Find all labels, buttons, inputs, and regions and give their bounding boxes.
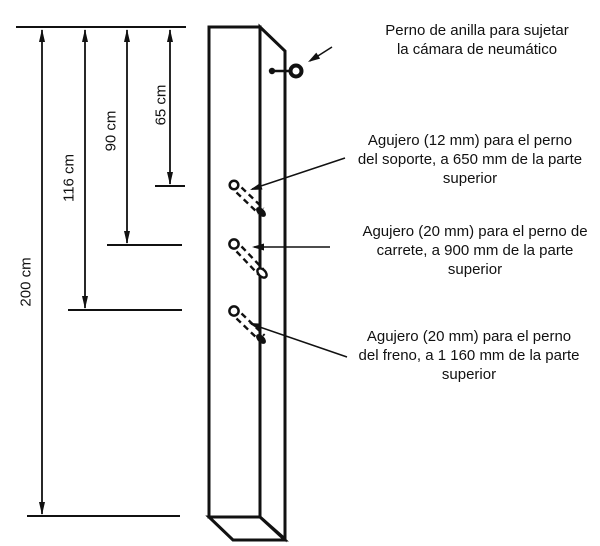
- hole-1-circle: [230, 181, 239, 190]
- annotation-line: superior: [447, 261, 503, 278]
- leader-arrow-eye-bolt: [308, 53, 320, 62]
- eye-bolt-ring: [291, 66, 302, 77]
- dimension-label-65cm: 65 cm: [152, 84, 170, 126]
- annotation-line: superior: [441, 366, 497, 383]
- arrow-up-200: [39, 29, 45, 42]
- annotation-line: superior: [442, 170, 498, 187]
- annotation-line: del soporte, a 650 mm de la parte: [357, 151, 583, 168]
- annotation-line: Agujero (20 mm) para el perno: [366, 328, 572, 345]
- dimension-label-200cm: 200 cm: [17, 257, 35, 307]
- hole-3-circle: [229, 306, 238, 315]
- annotation-line: Agujero (20 mm) para el perno de: [362, 223, 588, 240]
- annotation-hole-2: [345, 222, 600, 279]
- annotation-eye-bolt: [347, 21, 600, 59]
- arrow-down-200: [39, 502, 45, 515]
- arrow-down-116: [82, 296, 88, 309]
- dimension-label-90cm: 90 cm: [102, 110, 120, 152]
- annotation-line: del freno, a 1 160 mm de la parte: [358, 347, 580, 364]
- annotation-line: Perno de anilla para sujetar: [385, 22, 569, 39]
- arrow-down-90: [124, 231, 130, 244]
- hole-2-circle: [229, 239, 238, 248]
- arrow-up-90: [124, 29, 130, 42]
- post-side-face: [260, 27, 285, 539]
- arrow-up-116: [82, 29, 88, 42]
- arrow-up-65: [167, 29, 173, 42]
- annotation-hole-1: [340, 131, 600, 188]
- annotation-hole-3: [339, 327, 599, 384]
- annotation-line: Agujero (12 mm) para el perno: [367, 132, 573, 149]
- annotation-line: carrete, a 900 mm de la parte: [376, 242, 574, 259]
- annotation-line: la cámara de neumático: [396, 41, 558, 58]
- dimension-label-116cm: 116 cm: [60, 153, 78, 203]
- post-front-face: [209, 27, 260, 517]
- eye-bolt-head: [269, 68, 275, 74]
- dimension-labels: [18, 85, 170, 307]
- post: [209, 27, 285, 540]
- arrow-down-65: [167, 172, 173, 185]
